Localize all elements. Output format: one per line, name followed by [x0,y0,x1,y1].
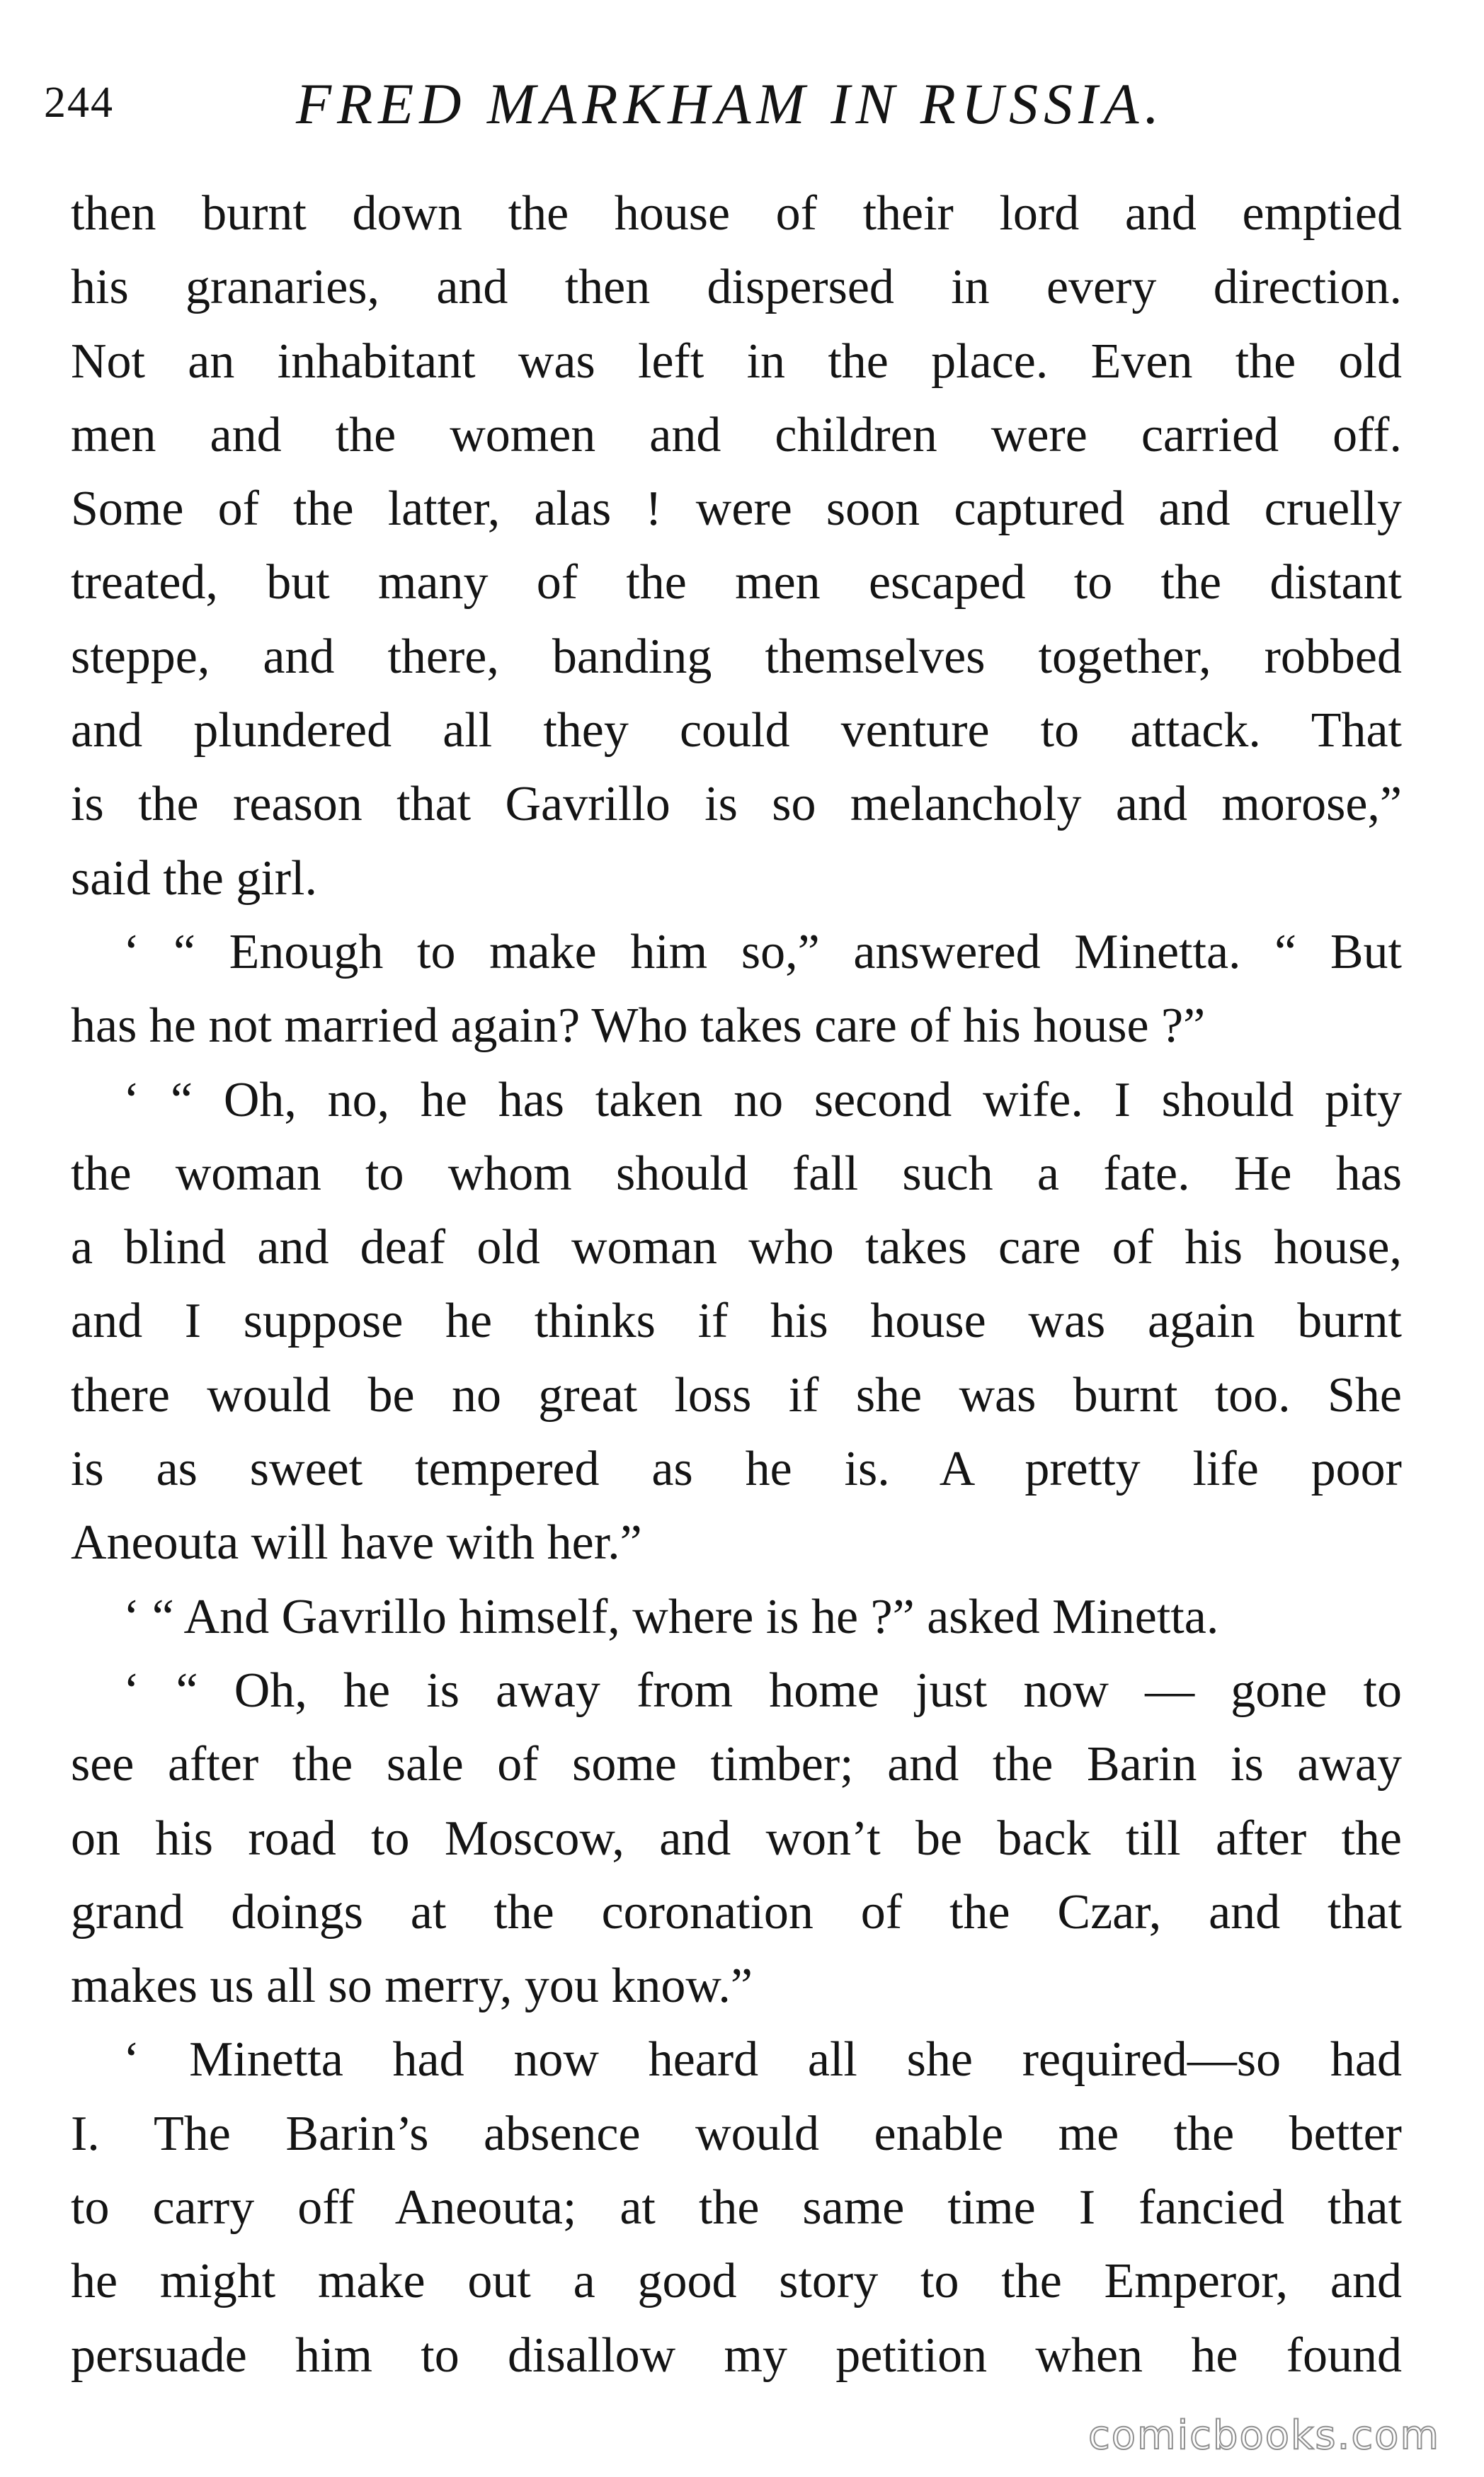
text-line: a blind and deaf old woman who takes care of his house, [71,1220,1402,1275]
watermark: comicbooks.com [1088,2413,1440,2459]
text-line: see after the sale of some timber; and the Barin is away [71,1737,1402,1792]
text-line: said the girl. [71,850,317,906]
text-line: I. The Barin’s absence would enable me the better [71,2106,1402,2161]
running-header [35,50,1416,191]
text-line: his granaries, and then dispersed in every direction. [71,260,1402,315]
text-line: the woman to whom should fall such a fate. He has [71,1146,1402,1201]
text-line: Not an inhabitant was left in the place. Even the old [71,334,1402,389]
text-line: ‘ “ And Gavrillo himself, where is he ?” asked Minetta. [123,1589,1219,1644]
text-line: and I suppose he thinks if his house was again burnt [71,1294,1402,1349]
text-line: Some of the latter, alas ! were soon captured and cruelly [71,482,1402,537]
body-text [71,177,1402,2393]
text-line: is as sweet tempered as he is. A pretty life poor [71,1442,1402,1497]
text-line: to carry off Aneouta; at the same time I fancied that [71,2180,1402,2236]
text-line: steppe, and there, banding themselves together, robbed [71,629,1402,684]
text-line: ‘ “ Oh, he is away from home just now — gone to [123,1663,1402,1718]
text-line: treated, but many of the men escaped to the distant [71,555,1402,610]
text-line: he might make out a good story to the Emperor, and [71,2254,1402,2309]
text-line: and plundered all they could venture to attack. That [71,703,1402,758]
running-title: FRED MARKHAM IN RUSSIA. [296,72,1165,136]
text-line: persuade him to disallow my petition when he found [71,2328,1402,2383]
page-number: 244 [44,79,114,127]
text-line: Aneouta will have with her.” [71,1515,642,1571]
text-line: has he not married again? Who takes care of his house ?” [71,998,1206,1054]
text-line: there would be no great loss if she was burnt too. She [71,1367,1402,1423]
text-line: ‘ Minetta had now heard all she required—so had [123,2032,1402,2088]
text-line: is the reason that Gavrillo is so melancholy and morose,” [71,777,1402,832]
text-line: men and the women and children were carried off. [71,407,1402,462]
text-line: ‘ “ Enough to make him so,” answered Minetta. “ But [123,924,1402,979]
text-line: grand doings at the coronation of the Czar, and that [71,1884,1402,1940]
text-line: makes us all so merry, you know.” [71,1959,753,2014]
text-line: ‘ “ Oh, no, he has taken no second wife. I should pity [123,1072,1402,1127]
text-line: on his road to Moscow, and won’t be back till after the [71,1811,1402,1866]
text-line: then burnt down the house of their lord and emptied [71,186,1402,241]
